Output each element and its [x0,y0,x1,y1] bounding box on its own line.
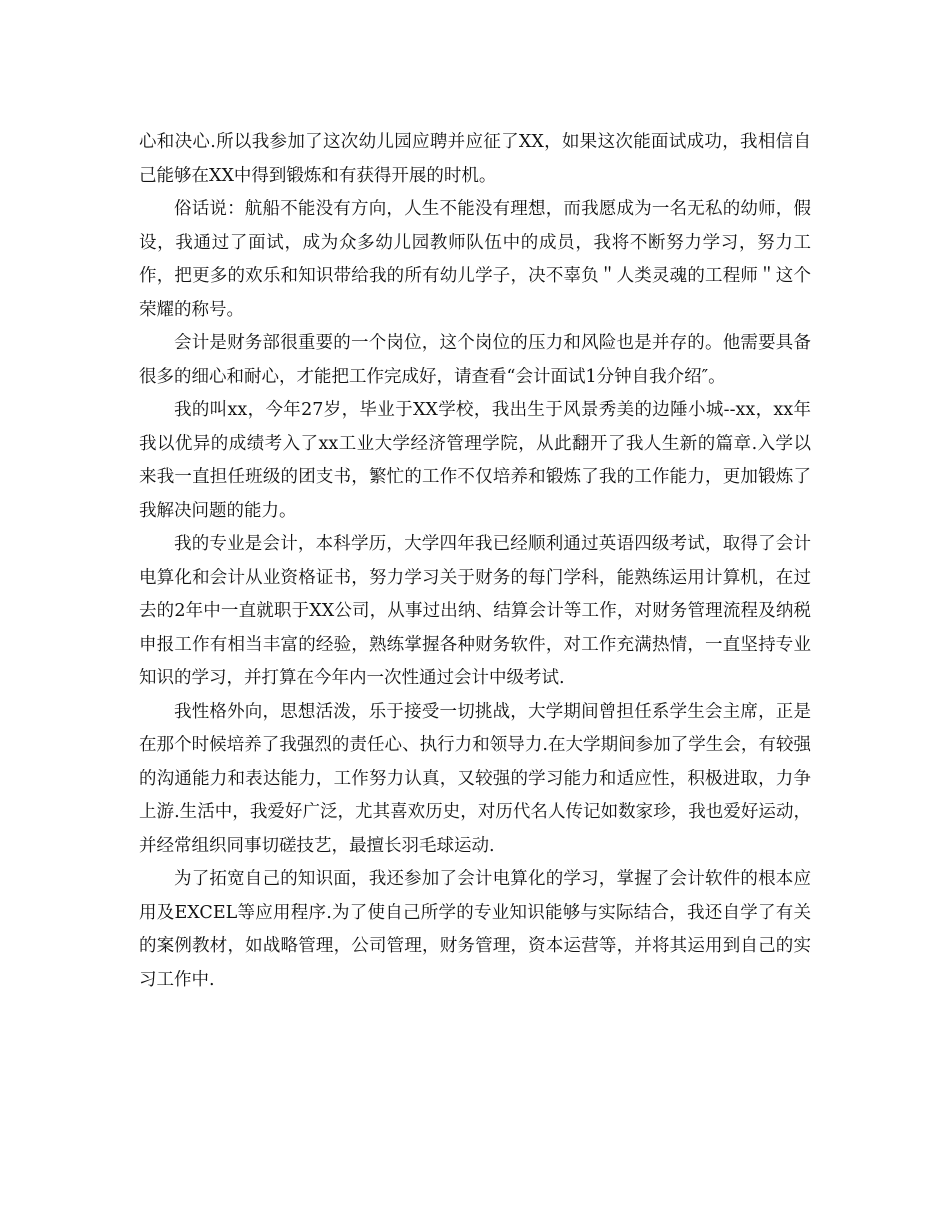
paragraph: 我的专业是会计，本科学历，大学四年我已经顺利通过英语四级考试，取得了会计电算化和会计从业资格证书，努力学习关于财务的每门学科，能熟练运用计算机，在过去的2年中一直就职于XX公司，从事过出纳、结算会计等工作，对财务管理流程及纳税申报工作有相当丰富的经验，熟练掌握各种财务软件，对工作充满热情，一直坚持专业知识的学习，并打算在今年内一次性通过会计中级考试. [139,534,811,688]
document-body [139,126,811,997]
paragraph: 我的叫xx，今年27岁，毕业于XX学校，我出生于风景秀美的边陲小城--xx，xx年我以优异的成绩考入了xx工业大学经济管理学院，从此翻开了我人生新的篇章.入学以来我一直担任班级的团支书，繁忙的工作不仅培养和锻炼了我的工作能力，更加锻炼了我解决问题的能力。 [139,400,811,521]
paragraph: 会计是财务部很重要的一个岗位，这个岗位的压力和风险也是并存的。他需要具备很多的细心和耐心，才能把工作完成好，请查看“会计面试1分钟自我介绍″。 [139,333,811,387]
paragraph: 我性格外向，思想活泼，乐于接受一切挑战，大学期间曾担任系学生会主席，正是在那个时候培养了我强烈的责任心、执行力和领导力.在大学期间参加了学生会，有较强的沟通能力和表达能力，工作努力认真，又较强的学习能力和适应性，积极进取，力争上游.生活中，我爱好广泛，尤其喜欢历史，对历代名人传记如数家珍，我也爱好运动，并经常组织同事切磋技艺，最擅长羽毛球运动. [139,701,811,856]
paragraph: 俗话说：航船不能没有方向，人生不能没有理想，而我愿成为一名无私的幼师，假设，我通过了面试，成为众多幼儿园教师队伍中的成员，我将不断努力学习，努力工作，把更多的欢乐和知识带给我的所有幼儿学子，决不辜负＂人类灵魂的工程师＂这个荣耀的称号。 [139,199,811,320]
paragraph-continuation: 心和决心.所以我参加了这次幼儿园应聘并应征了XX，如果这次能面试成功，我相信自己能够在XX中得到锻炼和有获得开展的时机。 [139,132,811,186]
paragraph: 为了拓宽自己的知识面，我还参加了会计电算化的学习，掌握了会计软件的根本应用及EXCEL等应用程序.为了使自己所学的专业知识能够与实际结合，我还自学了有关的案例教材，如战略管理，公司管理，财务管理，资本运营等，并将其运用到自己的实习工作中. [139,869,811,990]
